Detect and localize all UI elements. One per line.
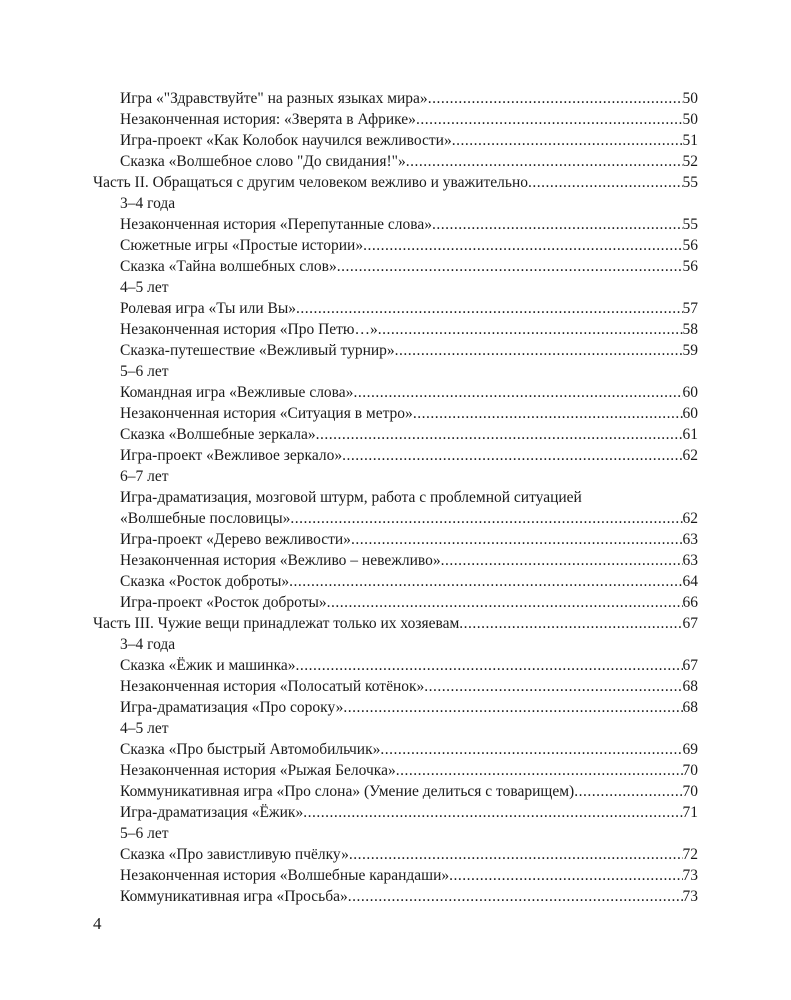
- toc-entry[interactable]: [93, 298, 698, 319]
- toc-entry[interactable]: [93, 424, 698, 445]
- toc-entry-title: Часть III. Чужие вещи принадлежат только их хозяевам: [93, 615, 460, 632]
- toc-entry-title: Незаконченная история «Волшебные карандаши»: [120, 867, 450, 884]
- toc-leader-dots: [349, 844, 683, 865]
- toc-entry[interactable]: [93, 739, 698, 760]
- toc-leader-dots: [289, 571, 682, 592]
- toc-entry[interactable]: [93, 886, 698, 907]
- toc-entry-title: Коммуникативная игра «Просьба»: [120, 888, 348, 905]
- toc-leader-dots: [528, 172, 683, 193]
- toc-entry[interactable]: [93, 508, 698, 529]
- toc-entry-page: 56: [682, 258, 698, 275]
- toc-entry[interactable]: [93, 319, 698, 340]
- toc-entry-page: 57: [682, 300, 698, 317]
- page-number: 4: [93, 914, 102, 933]
- toc-entry[interactable]: [93, 214, 698, 235]
- toc-entry[interactable]: [93, 529, 698, 550]
- toc-leader-dots: [574, 781, 682, 802]
- toc-age-heading: 5–6 лет: [120, 363, 169, 380]
- toc-leader-dots: [296, 298, 683, 319]
- toc-entry[interactable]: [93, 802, 698, 823]
- toc-entry[interactable]: [93, 550, 698, 571]
- toc-part-entry[interactable]: [93, 613, 698, 634]
- toc-entry-title: Незаконченная история «Перепутанные слова»: [120, 216, 432, 233]
- toc-entry-title: Ролевая игра «Ты или Вы»: [120, 300, 296, 317]
- toc-entry-title: Незаконченная история «Вежливо – невежливо»: [120, 552, 441, 569]
- toc-age-heading: Игра-драматизация, мозговой штурм, работа с проблемной ситуацией: [120, 489, 582, 506]
- toc-age-heading: 3–4 года: [120, 636, 176, 653]
- toc-entry-title: Незаконченная история «Рыжая Белочка»: [120, 762, 396, 779]
- toc-entry-title: Сказка «Тайна волшебных слов»: [120, 258, 337, 275]
- toc-entry-page: 67: [682, 657, 698, 674]
- toc-entry-page: 71: [682, 804, 698, 821]
- toc-leader-dots: [351, 529, 683, 550]
- toc-entry-page: 73: [682, 888, 698, 905]
- toc-entry-page: 50: [682, 111, 698, 128]
- toc-entry[interactable]: [93, 865, 698, 886]
- toc-entry-title: Незаконченная история: «Зверята в Африке»: [120, 111, 416, 128]
- toc-entry-title: Сказка «Волшебное слово "До свидания!"»: [120, 153, 406, 170]
- toc-leader-dots: [413, 403, 683, 424]
- toc-entry-page: 61: [682, 426, 698, 443]
- toc-part-entry[interactable]: [93, 172, 698, 193]
- toc-age-heading: 3–4 года: [120, 195, 176, 212]
- toc-leader-dots: [353, 382, 682, 403]
- toc-entry-title: Игра-проект «Росток доброты»: [120, 594, 327, 611]
- toc-leader-dots: [296, 655, 683, 676]
- toc-entry-title: Часть II. Обращаться с другим человеком вежливо и уважительно: [93, 174, 528, 191]
- toc-entry-page: 58: [682, 321, 698, 338]
- toc-entry-title: Игра-проект «Дерево вежливости»: [120, 531, 351, 548]
- toc-entry-title: Сказка «Ёжик и машинка»: [120, 657, 296, 674]
- toc-leader-dots: [363, 235, 682, 256]
- toc-leader-dots: [343, 697, 682, 718]
- toc-leader-dots: [316, 424, 683, 445]
- toc-leader-dots: [337, 256, 683, 277]
- toc-entry[interactable]: [93, 781, 698, 802]
- toc-entry[interactable]: [93, 571, 698, 592]
- toc-entry-page: 64: [682, 573, 698, 590]
- toc-leader-dots: [424, 676, 682, 697]
- toc-entry-title: Командная игра «Вежливые слова»: [120, 384, 354, 401]
- toc-entry-page: 70: [682, 762, 698, 779]
- toc-leader-dots: [432, 214, 683, 235]
- toc-entry-page: 56: [682, 237, 698, 254]
- toc-entry-page: 67: [682, 615, 698, 632]
- toc-entry-title: «Волшебные пословицы»: [120, 510, 291, 527]
- toc-leader-dots: [459, 613, 682, 634]
- toc-entry-title: Игра-проект «Вежливое зеркало»: [120, 447, 343, 464]
- table-of-contents: [93, 88, 698, 907]
- toc-entry-page: 60: [682, 384, 698, 401]
- toc-leader-dots: [452, 130, 683, 151]
- toc-entry[interactable]: [93, 235, 698, 256]
- toc-leader-dots: [290, 508, 682, 529]
- toc-age-heading: 6–7 лет: [120, 468, 169, 485]
- toc-leader-dots: [441, 550, 683, 571]
- toc-entry-title: Игра-драматизация «Про сороку»: [120, 699, 344, 716]
- toc-leader-dots: [416, 109, 683, 130]
- toc-entry-page: 62: [682, 447, 698, 464]
- toc-entry[interactable]: [93, 676, 698, 697]
- toc-entry[interactable]: [93, 844, 698, 865]
- toc-entry[interactable]: [93, 697, 698, 718]
- toc-entry-page: 68: [682, 699, 698, 716]
- toc-entry[interactable]: [93, 382, 698, 403]
- toc-entry-title: Незаконченная история «Полосатый котёнок»: [120, 678, 425, 695]
- toc-entry[interactable]: [93, 592, 698, 613]
- toc-entry[interactable]: [93, 445, 698, 466]
- toc-entry[interactable]: [93, 151, 698, 172]
- toc-entry-title: Сказка «Про быстрый Автомобильчик»: [120, 741, 381, 758]
- toc-entry[interactable]: [93, 403, 698, 424]
- toc-entry[interactable]: [93, 130, 698, 151]
- toc-entry-page: 72: [682, 846, 698, 863]
- toc-entry-title: Незаконченная история «Ситуация в метро»: [120, 405, 413, 422]
- toc-entry-title: Сказка «Про завистливую пчёлку»: [120, 846, 349, 863]
- toc-entry[interactable]: [93, 760, 698, 781]
- toc-entry-page: 50: [682, 90, 698, 107]
- toc-entry-page: 59: [682, 342, 698, 359]
- toc-leader-dots: [303, 802, 682, 823]
- toc-entry-title: Игра-проект «Как Колобок научился вежливости»: [120, 132, 452, 149]
- toc-entry[interactable]: [93, 88, 698, 109]
- toc-entry[interactable]: [93, 256, 698, 277]
- toc-entry-page: 51: [682, 132, 698, 149]
- toc-entry-page: 62: [682, 510, 698, 527]
- toc-leader-dots: [406, 151, 683, 172]
- toc-entry-title: Сказка «Волшебные зеркала»: [120, 426, 316, 443]
- toc-entry-page: 68: [682, 678, 698, 695]
- toc-leader-dots: [342, 445, 682, 466]
- toc-entry-page: 63: [682, 552, 698, 569]
- toc-entry[interactable]: [93, 340, 698, 361]
- toc-entry[interactable]: [93, 109, 698, 130]
- toc-leader-dots: [449, 865, 682, 886]
- toc-entry-title: Игра-драматизация «Ёжик»: [120, 804, 304, 821]
- toc-entry-title: Сюжетные игры «Простые истории»: [120, 237, 364, 254]
- toc-entry-page: 55: [682, 174, 698, 191]
- toc-entry-title: Коммуникативная игра «Про слона» (Умение делиться с товарищем): [120, 783, 575, 800]
- toc-age-heading: 4–5 лет: [120, 720, 169, 737]
- toc-leader-dots: [378, 319, 683, 340]
- toc-leader-dots: [395, 340, 683, 361]
- toc-entry-title: Сказка «Росток доброты»: [120, 573, 290, 590]
- toc-entry-page: 73: [682, 867, 698, 884]
- toc-leader-dots: [348, 886, 683, 907]
- toc-leader-dots: [396, 760, 683, 781]
- toc-entry-title: Незаконченная история «Про Петю…»: [120, 321, 378, 338]
- toc-leader-dots: [428, 88, 683, 109]
- toc-entry-page: 55: [682, 216, 698, 233]
- toc-entry-page: 69: [682, 741, 698, 758]
- toc-entry-page: 52: [682, 153, 698, 170]
- toc-entry-page: 60: [682, 405, 698, 422]
- toc-entry-title: Игра «"Здравствуйте" на разных языках мира»: [120, 90, 428, 107]
- toc-entry-page: 63: [682, 531, 698, 548]
- toc-age-heading: 4–5 лет: [120, 279, 169, 296]
- toc-entry-page: 70: [682, 783, 698, 800]
- toc-age-heading: 5–6 лет: [120, 825, 169, 842]
- toc-entry[interactable]: [93, 655, 698, 676]
- toc-entry-page: 66: [682, 594, 698, 611]
- toc-leader-dots: [327, 592, 683, 613]
- toc-entry-title: Сказка-путешествие «Вежливый турнир»: [120, 342, 395, 359]
- toc-leader-dots: [380, 739, 682, 760]
